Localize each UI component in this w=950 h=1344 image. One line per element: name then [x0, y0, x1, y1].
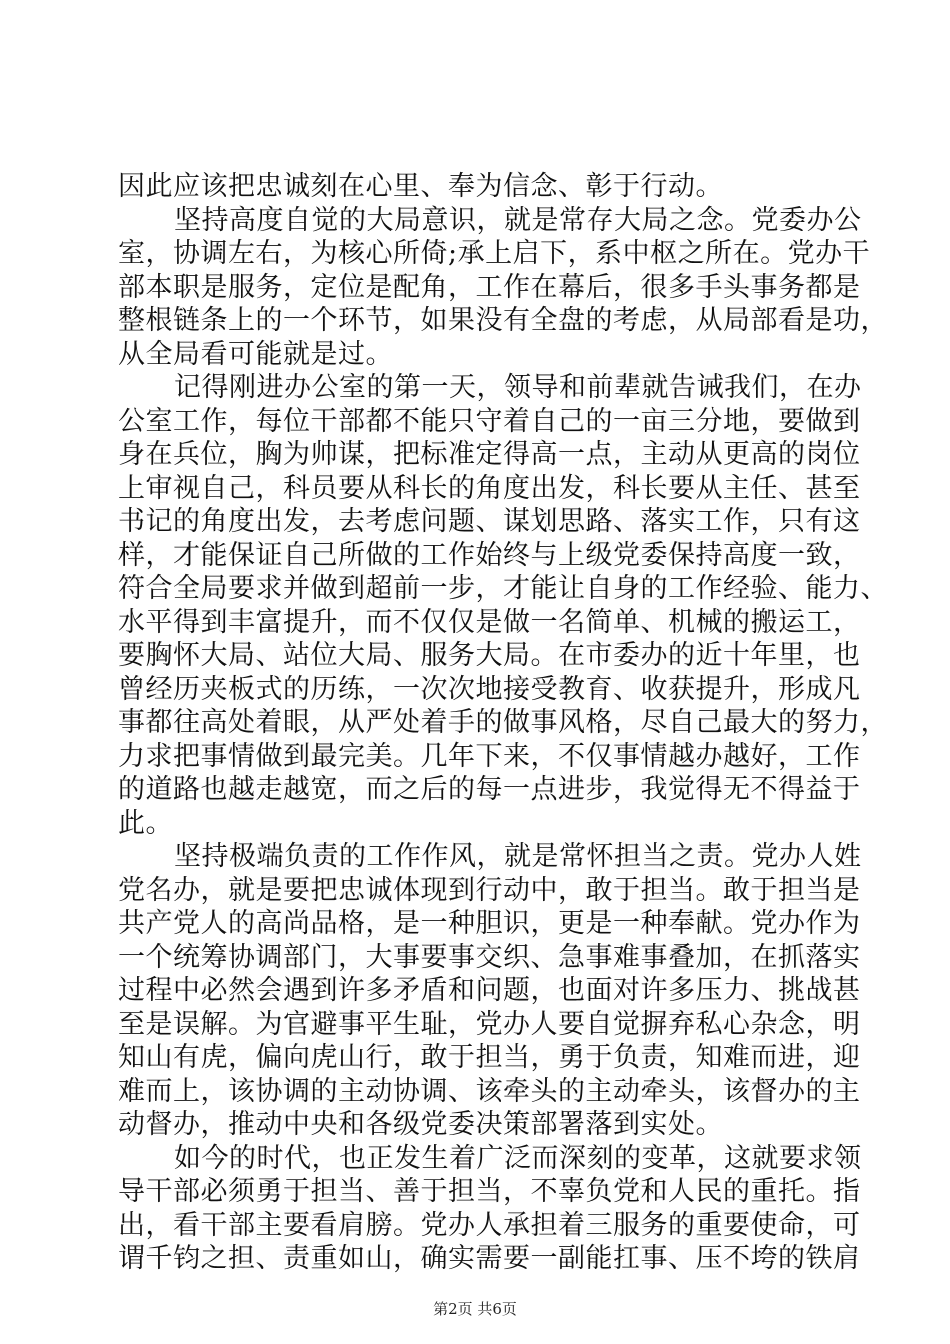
page-number: 第2页 共6页: [433, 1300, 517, 1318]
text-line: 党名办，就是要把忠诚体现到行动中，敢于担当。敢于担当是: [118, 874, 861, 906]
text-line: 要胸怀大局、站位大局、服务大局。在市委办的近十年里，也: [118, 640, 861, 671]
text-line: 室，协调左右，为核心所倚;承上启下，系中枢之所在。党办干: [118, 238, 871, 269]
text-line: 样，才能保证自己所做的工作始终与上级党委保持高度一致，: [118, 539, 861, 571]
text-line: 的道路也越走越宽，而之后的每一点进步，我觉得无不得益于: [118, 774, 861, 805]
text-line: 知山有虎，偏向虎山行，敢于担当，勇于负责，知难而进，迎: [118, 1042, 861, 1073]
text-line: 一个统筹协调部门，大事要事交织、急事难事叠加，在抓落实: [118, 941, 861, 973]
text-line: 此。: [118, 807, 173, 839]
text-line: 水平得到丰富提升，而不仅仅是做一名简单、机械的搬运工，: [118, 606, 861, 638]
text-line: 导干部必须勇于担当、善于担当，不辜负党和人民的重托。指: [118, 1176, 861, 1207]
text-line: 曾经历夹板式的历练，一次次地接受教育、收获提升，形成凡: [118, 673, 861, 705]
text-line: 共产党人的高尚品格，是一种胆识，更是一种奉献。党办作为: [118, 908, 861, 939]
text-line: 部本职是服务，定位是配角，工作在幕后，很多手头事务都是: [118, 271, 861, 303]
text-line: 谓千钧之担、责重如山，确实需要一副能扛事、压不垮的铁肩: [118, 1243, 861, 1274]
text-line: 符合全局要求并做到超前一步，才能让自身的工作经验、能力、: [118, 573, 888, 604]
text-line: 力求把事情做到最完美。几年下来，不仅事情越办越好，工作: [118, 740, 861, 772]
text-line: 整根链条上的一个环节，如果没有全盘的考虑，从局部看是功，: [118, 305, 888, 336]
text-line: 出，看干部主要看肩膀。党办人承担着三服务的重要使命，可: [118, 1209, 861, 1241]
text-line: 过程中必然会遇到许多矛盾和问题，也面对许多压力、挑战甚: [118, 975, 861, 1006]
text-line: 动督办，推动中央和各级党委决策部署落到实处。: [118, 1109, 723, 1140]
document-body: [118, 170, 888, 1276]
text-line: 难而上，该协调的主动协调、该牵头的主动牵头，该督办的主: [118, 1075, 861, 1107]
text-line: 上审视自己，科员要从科长的角度出发，科长要从主任、甚至: [118, 472, 861, 504]
text-line: 事都往高处着眼，从严处着手的做事风格，尽自己最大的努力，: [118, 707, 888, 738]
text-line: 因此应该把忠诚刻在心里、奉为信念、彰于行动。: [118, 171, 723, 202]
text-line: 公室工作，每位干部都不能只守着自己的一亩三分地，要做到: [118, 405, 861, 437]
text-line: 如今的时代，也正发生着广泛而深刻的变革，这就要求领: [174, 1142, 862, 1174]
text-line: 坚持高度自觉的大局意识，就是常存大局之念。党委办公: [174, 204, 862, 236]
text-line: 从全局看可能就是过。: [118, 338, 393, 370]
text-line: 坚持极端负责的工作作风，就是常怀担当之责。党办人姓: [174, 841, 862, 872]
text-line: 至是误解。为官避事平生耻，党办人要自觉摒弃私心杂念，明: [118, 1008, 861, 1040]
text-line: 身在兵位，胸为帅谋，把标准定得高一点，主动从更高的岗位: [118, 439, 861, 470]
text-line: 记得刚进办公室的第一天，领导和前辈就告诫我们，在办: [174, 372, 862, 403]
text-line: 书记的角度出发，去考虑问题、谋划思路、落实工作，只有这: [118, 506, 861, 537]
